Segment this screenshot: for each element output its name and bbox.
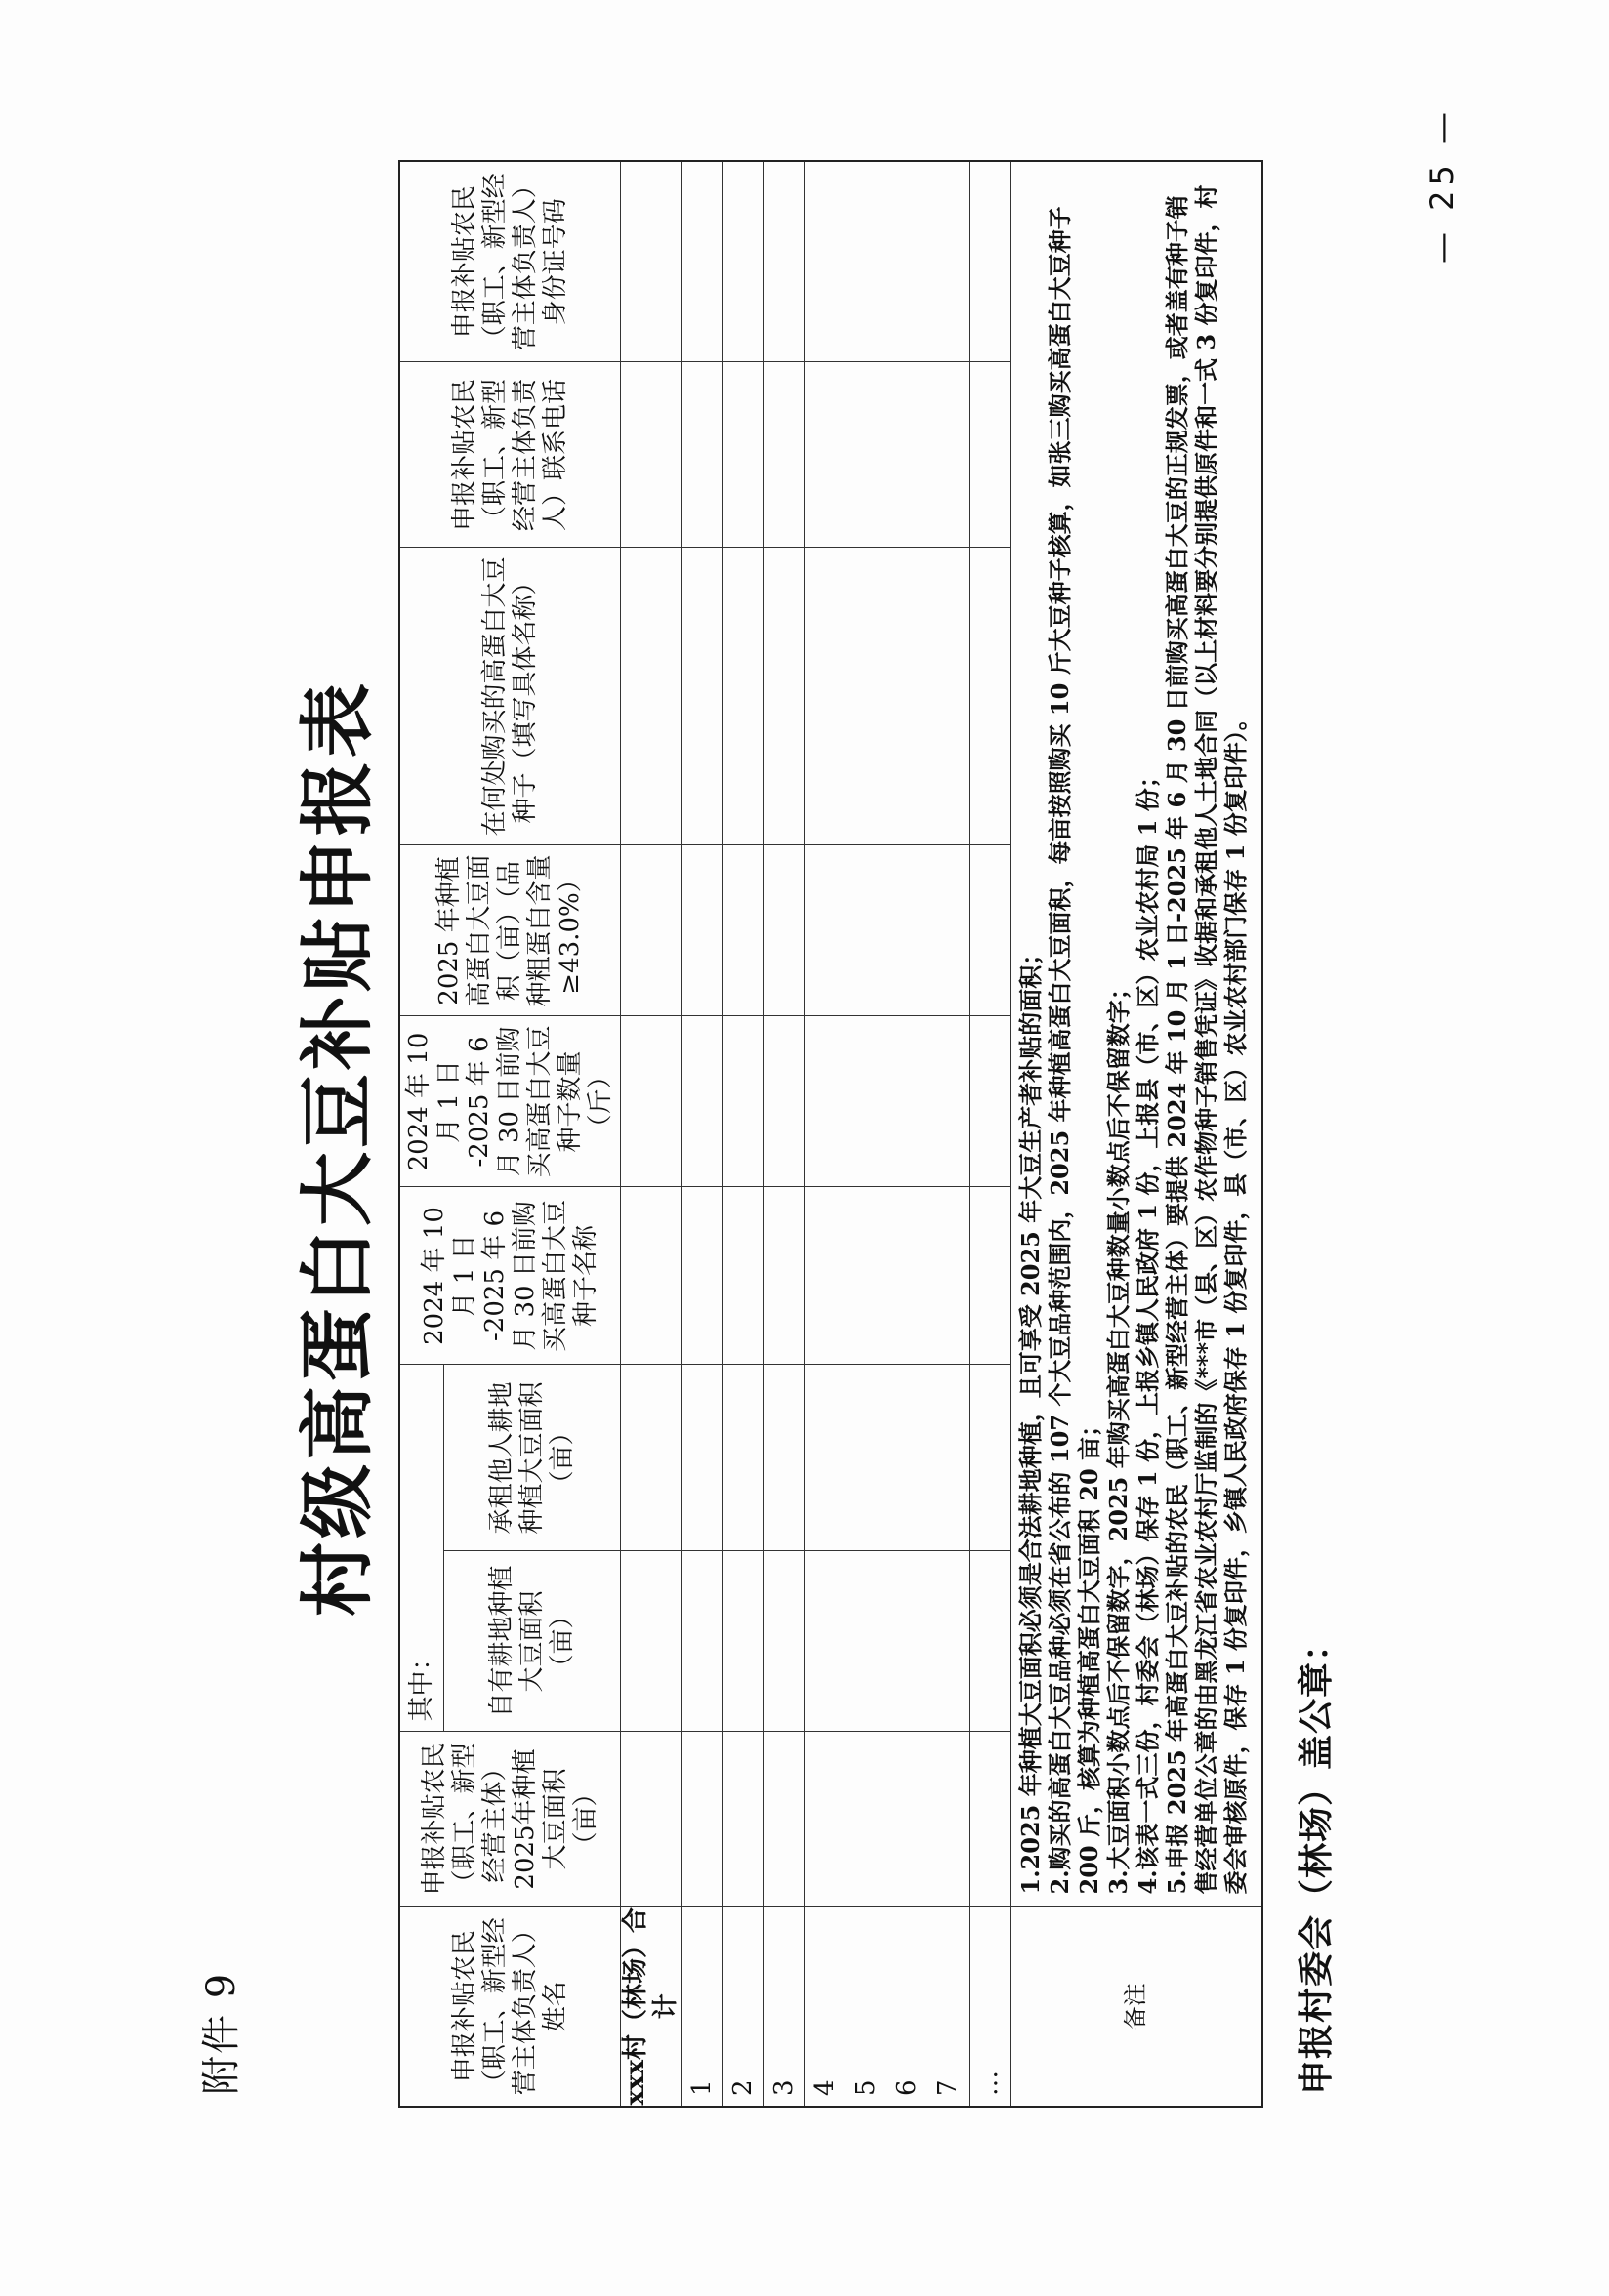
table-row [887, 161, 928, 2107]
total-row-label: xxx村（林场）合计 [621, 1907, 681, 2106]
header-leased-land: 承租他人耕地种植大豆面积（亩） [444, 1365, 621, 1551]
subsidy-application-table [398, 160, 1263, 2108]
row-number: 4 [805, 1906, 846, 2107]
remarks-row [1011, 161, 1263, 2107]
header-phone: 申报补贴农民（职工、新型经营主体负责人）联系电话 [399, 362, 621, 548]
table-row [928, 161, 970, 2107]
header-name: 申报补贴农民（职工、新型经营主体负责人）姓名 [399, 1906, 621, 2107]
row-number: 6 [887, 1906, 928, 2107]
table-row [764, 161, 805, 2107]
total-row [621, 161, 682, 2107]
remarks-notes [1011, 161, 1263, 1906]
note-item: 2.购买的高蛋白大豆品种必须在省公布的 107 个大豆品种范围内，2025 年种植高蛋白大豆面积，每亩按照购买 10 斤大豆种子核算，如张三购买高蛋白大豆种子 200 斤，核算为种植高蛋白大豆面积 20 亩； [1046, 206, 1103, 1895]
row-number: … [970, 1906, 1011, 2107]
note-item: 1.2025 年种植大豆面积必须是合法耕地种植，且可享受 2025 年大豆生产者补贴的面积； [1016, 941, 1045, 1895]
row-number: 2 [723, 1906, 764, 2107]
header-area-total: 申报补贴农民（职工、新型经营主体）2025年种植大豆面积（亩） [399, 1732, 621, 1906]
table-row [682, 161, 723, 2107]
header-of-which: 其中： [399, 1365, 444, 1732]
row-number: 7 [928, 1906, 970, 2107]
page-number: — 25 — [1423, 105, 1461, 264]
document-title: 村级高蛋白大豆补贴申报表 [294, 679, 381, 1617]
header-purchase-place: 在何处购买的高蛋白大豆种子（填写具体名称） [399, 548, 621, 845]
header-own-land: 自有耕地种植大豆面积（亩） [444, 1551, 621, 1732]
table-row [723, 161, 764, 2107]
remarks-label: 备注 [1011, 1906, 1263, 2107]
header-row-1 [399, 161, 444, 2107]
table-row [846, 161, 887, 2107]
seal-line: 申报村委会（林场）盖公章： [1296, 1624, 1337, 2095]
row-number: 3 [764, 1906, 805, 2107]
header-id-number: 申报补贴农民（职工、新型经营主体负责人）身份证号码 [399, 161, 621, 362]
header-high-protein-area: 2025 年种植高蛋白大豆面积（亩）（品种粗蛋白含量≥43.0%） [399, 845, 621, 1016]
table-row [970, 161, 1011, 2107]
note-item: 4.该表一式三份，村委会（林场）保存 1 份，上报乡镇人民政府 1 份，上报县（市、区）农业农村局 1 份； [1134, 764, 1162, 1895]
note-item: 3.大豆面积小数点后不保留数字，2025 年购买高蛋白大豆种数量小数点后不保留数字； [1104, 976, 1133, 1895]
row-number: 5 [846, 1906, 887, 2107]
row-number: 1 [682, 1906, 723, 2107]
header-seed-quantity: 2024 年 10 月 1 日 -2025 年 6 月 30 日前购买高蛋白大豆种子数量（斤） [399, 1016, 621, 1187]
table-row [805, 161, 846, 2107]
header-seed-name: 2024 年 10 月 1 日 -2025 年 6 月 30 日前购买高蛋白大豆种子名称 [399, 1187, 621, 1365]
note-item: 5.申报 2025 年高蛋白大豆补贴的农民（职工、新型经营主体）要提供 2024 年 10 月 1 日-2025 年 6 月 30 日前购买高蛋白大豆的正规发票，或者盖有种子销售经营单位公章的由黑龙江省农业农村厅监制的《***市（县、区）农作物种子销售凭证》收据和承租他人土地合同（以上材料要分别提供原件和一式 3 份复印件，村委会审核原件，保存 1 份复印件，乡镇人民政府保存 1 份复印件，县（市、区）农业农村部门保存 1 份复印件）。 [1163, 184, 1250, 1895]
attachment-label: 附件 9 [199, 1971, 244, 2095]
